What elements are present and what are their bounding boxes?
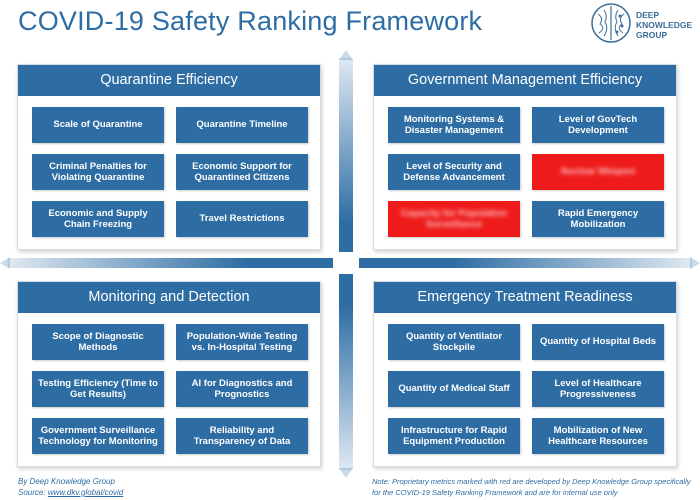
metric-label: Level of Security and Defense Advancement — [403, 160, 505, 183]
panel-monitoring-and-detection — [17, 281, 321, 467]
metric-box — [176, 418, 308, 454]
panel-quarantine-efficiency — [17, 64, 321, 250]
arrow-down-icon — [339, 468, 353, 478]
metric-label: Scale of Quarantine — [53, 119, 143, 131]
metric-box — [388, 418, 520, 454]
footer-note: Note: Proprietary metrics marked with red are developed by Deep Knowledge Group specifically for the COVID-19 Safety Ranking Framework and are for internal use only — [372, 477, 691, 497]
source-line — [18, 487, 123, 498]
panel-government-management-efficiency — [373, 64, 677, 250]
arrow-right-icon — [690, 257, 700, 269]
metric-box — [532, 418, 664, 454]
metric-label: Scope of Diagnostic Methods — [52, 330, 144, 353]
metric-box — [32, 418, 164, 454]
page-title: COVID-19 Safety Ranking Framework — [18, 6, 483, 36]
footer-credits — [18, 476, 123, 498]
metric-label: Testing Efficiency (Time to Get Results) — [37, 377, 158, 400]
metric-box — [388, 371, 520, 407]
metric-label: Government Surveillance Technology for Monitoring — [38, 424, 158, 447]
arrow-up-icon — [339, 50, 353, 60]
metric-label: Quantity of Hospital Beds — [539, 336, 657, 348]
metric-box — [32, 371, 164, 407]
metric-box — [176, 371, 308, 407]
metric-label: Quantity of Ventilator Stockpile — [405, 330, 503, 353]
metric-box — [32, 107, 164, 143]
metric-box — [388, 107, 520, 143]
metric-box — [32, 324, 164, 360]
logo-line-2: KNOWLEDGE — [636, 20, 693, 30]
metric-box — [176, 154, 308, 190]
metric-label: Level of GovTech Development — [558, 113, 638, 136]
arrow-left-icon — [0, 257, 10, 269]
metric-label: Level of Healthcare Progressiveness — [554, 377, 642, 400]
metric-box-redacted — [388, 201, 520, 237]
metric-label: Rapid Emergency Mobilization — [557, 207, 639, 230]
metric-box — [176, 324, 308, 360]
logo-line-1: DEEP — [636, 10, 660, 20]
source-link[interactable]: www.dkv.global/covid — [47, 488, 124, 497]
metric-label: Infrastructure for Rapid Equipment Production — [400, 424, 508, 447]
metric-box — [532, 107, 664, 143]
logo — [590, 2, 698, 46]
metric-label: Population-Wide Testing vs. In-Hospital Testing — [186, 330, 298, 353]
metric-box — [532, 201, 664, 237]
logo-line-3: GROUP — [636, 30, 668, 40]
metric-box — [32, 201, 164, 237]
metric-label: Monitoring Systems & Disaster Management — [403, 113, 505, 136]
metric-box — [388, 154, 520, 190]
source-label: Source: — [18, 488, 46, 497]
metric-box — [176, 107, 308, 143]
metric-box — [532, 324, 664, 360]
metric-label: Criminal Penalties for Violating Quarantine — [49, 160, 147, 183]
panel-emergency-treatment-readiness — [373, 281, 677, 467]
metric-box-redacted — [532, 154, 664, 190]
panel-title: Government Management Efficiency — [374, 65, 676, 96]
metric-box — [532, 371, 664, 407]
metric-label: Nuclear Weapon — [560, 166, 636, 178]
metric-label: Capacity for Population Surveillance — [400, 207, 508, 230]
brain-icon — [590, 2, 632, 44]
metric-box — [388, 324, 520, 360]
metric-label: Economic Support for Quarantined Citizens — [192, 160, 292, 183]
logo-text — [636, 10, 698, 40]
metric-box — [32, 154, 164, 190]
metric-label: Quantity of Medical Staff — [398, 383, 510, 395]
metric-label: Quarantine Timeline — [196, 119, 288, 131]
metric-label: Economic and Supply Chain Freezing — [48, 207, 148, 230]
metric-label: AI for Diagnostics and Prognostics — [191, 377, 293, 400]
metric-label: Travel Restrictions — [199, 213, 285, 225]
divider-center — [333, 252, 359, 274]
panel-title: Emergency Treatment Readiness — [374, 282, 676, 313]
metric-label: Reliability and Transparency of Data — [193, 424, 291, 447]
metric-box — [176, 201, 308, 237]
metric-label: Mobilization of New Healthcare Resources — [548, 424, 648, 447]
panel-title: Monitoring and Detection — [18, 282, 320, 313]
byline: By Deep Knowledge Group — [18, 477, 115, 486]
panel-title: Quarantine Efficiency — [18, 65, 320, 96]
